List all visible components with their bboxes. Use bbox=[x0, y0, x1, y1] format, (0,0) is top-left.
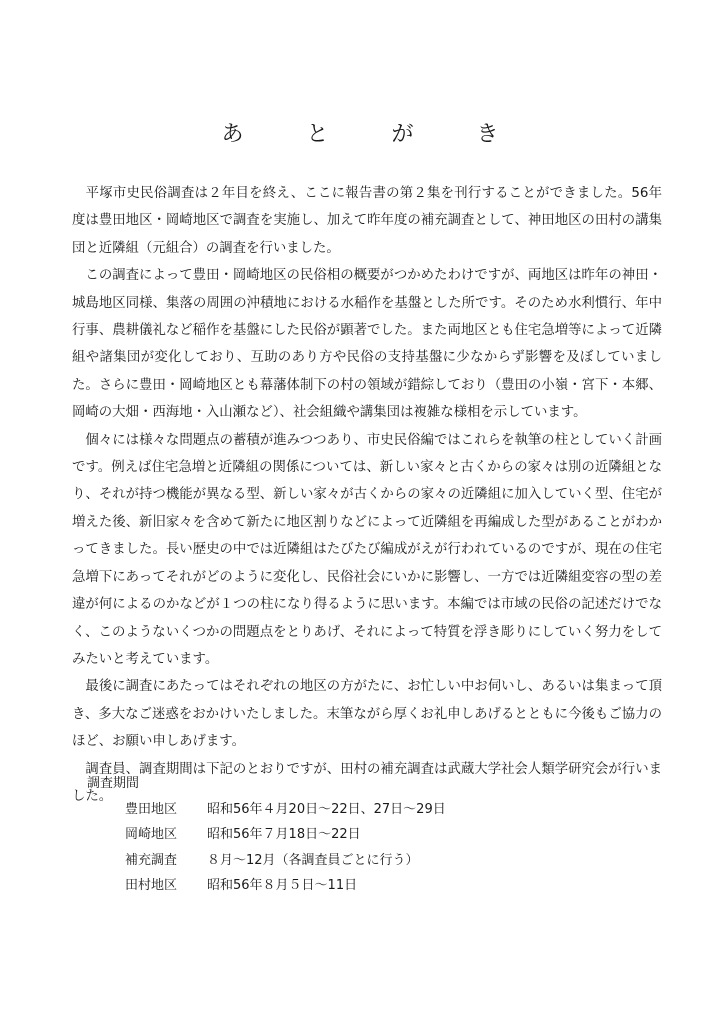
schedule-heading: 調査期間 bbox=[87, 776, 140, 791]
schedule-row bbox=[125, 797, 607, 823]
page-title: あ と が き bbox=[221, 122, 527, 147]
schedule-row bbox=[125, 873, 607, 899]
paragraph-4: 最後に調査にあたってはそれぞれの地区の方がたに、お忙しい中お伺いし、あるいは集まって頂き、多大なご迷惑をおかけいたしました。末筆ながら厚くお礼申しあげるとともに今後もご協力のほど、お願い申しあげます。 bbox=[72, 679, 662, 750]
body-text bbox=[72, 180, 662, 810]
schedule-dates: 昭和56年８月５日～11日 bbox=[207, 878, 358, 893]
paragraph-5: 調査員、調査期間は下記のとおりですが、田村の補充調査は武蔵大学社会人類学研究会が行いました。 bbox=[72, 761, 662, 804]
schedule-area: 補充調査 bbox=[125, 852, 178, 868]
paragraph-3: 個々には様々な問題点の蓄積が進みつつあり、市史民俗編ではこれらを執筆の柱としていく計画です。例えば住宅急増と近隣組の関係については、新しい家々と古くからの家々は別の近隣組となり、それが持つ機能が異なる型、新しい家々が古くからの家々の近隣組に加入していく型、住宅が増えた後、新旧家々を含めて新たに地区割りなどによって近隣組を再編成した型があることがわかってきました。長い歴史の中では近隣組はたびたび編成がえが行われているのですが、現在の住宅急増下にあってそれがどのように変化し、民俗社会にいかに影響し、一方では近隣組変容の型の差違が何によるのかなどが１つの柱になり得るように思います。本編では市域の民俗の記述だけでなく、このようないくつかの問題点をとりあげ、それによって特質を浮き彫りにしていく努力をしてみたいと考えています。 bbox=[72, 432, 662, 667]
paragraph-1: 平塚市史民俗調査は２年目を終え、ここに報告書の第２集を刊行することができました。56年度は豊田地区・岡崎地区で調査を実施し、加えて昨年度の補充調査として、神田地区の田村の講集団と近隣組（元組合）の調査を行いました。 bbox=[72, 186, 662, 256]
schedule-area: 豊田地区 bbox=[125, 801, 178, 817]
schedule-row bbox=[125, 848, 607, 874]
schedule-area: 岡崎地区 bbox=[125, 827, 178, 842]
paragraph-2: この調査によって豊田・岡崎地区の民俗相の概要がつかめたわけですが、両地区は昨年の神田・城島地区同様、集落の周囲の沖積地における水稲作を基盤とした所です。そのため水利慣行、年中行事、農耕儀礼など稲作を基盤にした民俗が顕著でした。また両地区とも住宅急増等によって近隣組や諸集団が変化しており、互助のあり方や民俗の支持基盤に少なからず影響を及ぼしていました。さらに豊田・岡崎地区とも幕藩体制下の村の領域が錯綜しており（豊田の小嶺・宮下・本郷、岡崎の大畑・西海地・入山瀬など）、社会組織や講集団は複雑な様相を示しています。 bbox=[72, 268, 662, 421]
schedule-dates: 昭和56年７月18日～22日 bbox=[207, 827, 361, 842]
survey-schedule bbox=[87, 771, 607, 899]
schedule-area: 田村地区 bbox=[125, 878, 178, 893]
schedule-dates: ８月～12月（各調査員ごとに行う） bbox=[207, 852, 419, 868]
schedule-row bbox=[125, 822, 607, 848]
schedule-dates: 昭和56年４月20日～22日、27日～29日 bbox=[207, 801, 446, 817]
